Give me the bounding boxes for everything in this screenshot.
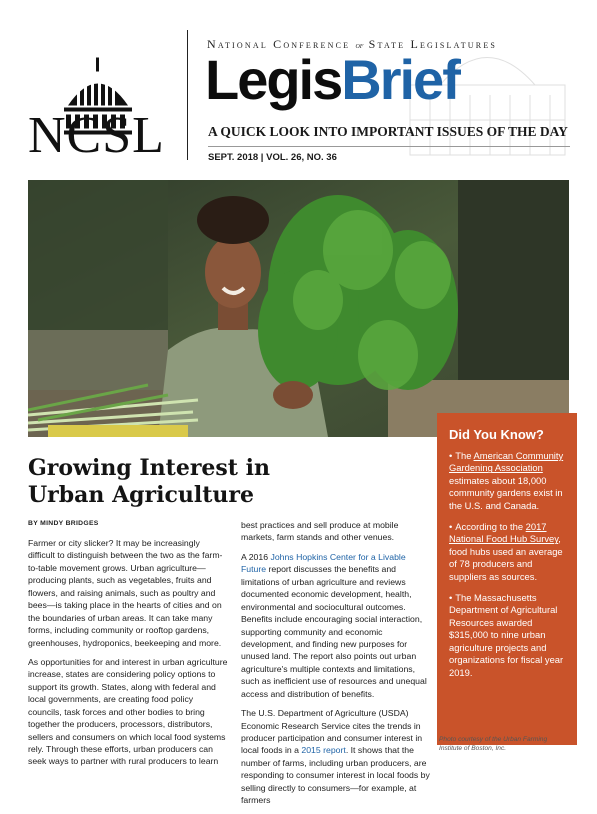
- tagline: A QUICK LOOK INTO IMPORTANT ISSUES OF THE DAY: [208, 124, 568, 139]
- brand-brief: Brief: [341, 48, 459, 111]
- article-title: [28, 455, 328, 509]
- hero-photo-woman-holding-greens: [28, 180, 569, 437]
- article-column-2: [241, 519, 431, 814]
- article-column-1: [28, 537, 228, 775]
- organization-name: National Conference of State Legislatures: [207, 37, 498, 51]
- title-line-1: Growing Interest in: [28, 455, 270, 481]
- food-hub-survey-link[interactable]: 2017 National Food Hub Survey: [449, 521, 559, 545]
- usda-2015-report-link[interactable]: 2015 report: [301, 745, 346, 756]
- byline: BY MINDY BRIDGES: [28, 520, 99, 527]
- title-line-2: Urban Agriculture: [28, 481, 254, 508]
- brand-legis: Legis: [205, 48, 342, 111]
- photo-caption: Photo courtesy of the Urban Farming Institute of Boston, Inc.: [439, 736, 548, 752]
- did-you-know-sidebar: [437, 413, 577, 745]
- header-horizontal-divider: [208, 146, 570, 147]
- sidebar-fact: • According to the 2017 National Food Hub Survey, food hubs used an average of 78 producers and suppliers as sources.: [449, 521, 563, 582]
- sidebar-fact: • The Massachusetts Department of Agricultural Resources awarded $315,000 to nine urban agriculture projects and organizations for fiscal year 2019.: [449, 592, 564, 678]
- ncsl-logo-text: NCSL: [28, 107, 165, 164]
- paragraph: As opportunities for and interest in urban agriculture increase, states are considering policy options to support its growth. States, along with federal and local governments, are creating food policy councils, task forces and other bodies to bring together the producers, processors, distributors, sellers and consumers on which local food systems rely. Through these efforts, urban producers can seek ways to partner with rural producers to learn: [28, 656, 228, 767]
- paragraph: Farmer or city slicker? It may be increasingly difficult to distinguish between the two as the farm-to-table movement grows. Urban agriculture—producing plants, such as vegetables, fruits and flowers, and raising animals, such as poultry and bees—is taking place in the hearts of cities and on the boundaries of urban areas. It can take many forms, including community or rooftop gardens, greenhouses, hydroponics, beekeeping and more.: [28, 538, 223, 648]
- acga-link[interactable]: American Community Gardening Association: [449, 450, 564, 474]
- paragraph: best practices and sell produce at mobile markets, farm stands and other venues.: [241, 520, 399, 543]
- legisbrief-wordmark: [205, 48, 459, 111]
- johns-hopkins-link[interactable]: Johns Hopkins Center for a Livable Future: [241, 551, 406, 575]
- header-vertical-divider: [187, 30, 188, 160]
- sidebar-title: Did You Know?: [449, 427, 544, 442]
- paragraph: The U.S. Department of Agriculture (USDA) Economic Research Service cites the trends in producer participation and consumer interest in local foods in a 2015 report. It shows that the number of farms, including urban producers, are responding to consumer interest in local foods by selling directly to consumers—for example, at farmers: [241, 708, 430, 806]
- paragraph: A 2016 Johns Hopkins Center for a Livable Future report discusses the benefits and limitations of urban agriculture and reviews documented economic development, health, environmental and sociocultural outcomes. Benefits include encouraging social interaction, supporting community and economic development, and finding new purposes for unused land. The report also points out urban agriculture's multiple contexts and limitations, such as inefficient use of resources and unequal access and distribution of benefits.: [241, 551, 427, 699]
- sidebar-fact: • The American Community Gardening Association estimates about 18,000 community gardens exist in the U.S. and Canada.: [449, 450, 564, 511]
- issue-date-volume: SEPT. 2018 | VOL. 26, NO. 36: [208, 152, 337, 163]
